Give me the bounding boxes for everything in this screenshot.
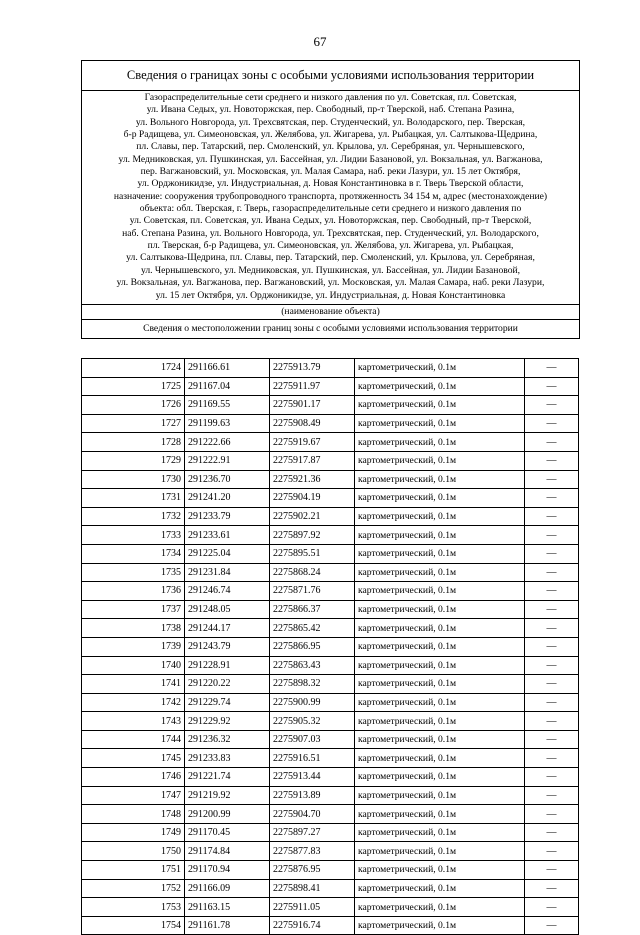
y-coordinate-cell: 2275913.79 bbox=[270, 359, 355, 378]
x-coordinate-cell: 291220.22 bbox=[185, 675, 270, 694]
point-number-cell: 1745 bbox=[82, 749, 185, 768]
point-number-cell: 1735 bbox=[82, 563, 185, 582]
point-number-cell: 1724 bbox=[82, 359, 185, 378]
dash-cell: — bbox=[525, 805, 579, 824]
dash-cell: — bbox=[525, 544, 579, 563]
table-row bbox=[82, 786, 579, 805]
method-accuracy-cell: картометрический, 0.1м bbox=[355, 712, 525, 731]
table-row bbox=[82, 526, 579, 545]
table-row bbox=[82, 507, 579, 526]
dash-cell: — bbox=[525, 786, 579, 805]
x-coordinate-cell: 291241.20 bbox=[185, 489, 270, 508]
table-row bbox=[82, 396, 579, 415]
point-number-cell: 1740 bbox=[82, 656, 185, 675]
point-number-cell: 1732 bbox=[82, 507, 185, 526]
dash-cell: — bbox=[525, 898, 579, 917]
y-coordinate-cell: 2275895.51 bbox=[270, 544, 355, 563]
method-accuracy-cell: картометрический, 0.1м bbox=[355, 805, 525, 824]
x-coordinate-cell: 291169.55 bbox=[185, 396, 270, 415]
zone-info-header bbox=[81, 60, 580, 339]
y-coordinate-cell: 2275900.99 bbox=[270, 693, 355, 712]
table-row bbox=[82, 359, 579, 378]
x-coordinate-cell: 291243.79 bbox=[185, 637, 270, 656]
table-row bbox=[82, 730, 579, 749]
table-row bbox=[82, 600, 579, 619]
y-coordinate-cell: 2275913.89 bbox=[270, 786, 355, 805]
x-coordinate-cell: 291229.92 bbox=[185, 712, 270, 731]
x-coordinate-cell: 291174.84 bbox=[185, 842, 270, 861]
point-number-cell: 1736 bbox=[82, 582, 185, 601]
point-number-cell: 1730 bbox=[82, 470, 185, 489]
method-accuracy-cell: картометрический, 0.1м bbox=[355, 451, 525, 470]
point-number-cell: 1728 bbox=[82, 433, 185, 452]
dash-cell: — bbox=[525, 768, 579, 787]
x-coordinate-cell: 291221.74 bbox=[185, 768, 270, 787]
description-line: объекта: обл. Тверская, г. Тверь, газораспределительные сети среднего и низкого давления по bbox=[139, 203, 522, 215]
y-coordinate-cell: 2275921.36 bbox=[270, 470, 355, 489]
table-row bbox=[82, 749, 579, 768]
object-description bbox=[82, 91, 579, 305]
dash-cell: — bbox=[525, 377, 579, 396]
table-row bbox=[82, 470, 579, 489]
dash-cell: — bbox=[525, 656, 579, 675]
coordinates-table-body bbox=[82, 359, 579, 935]
method-accuracy-cell: картометрический, 0.1м bbox=[355, 619, 525, 638]
dash-cell: — bbox=[525, 359, 579, 378]
dash-cell: — bbox=[525, 619, 579, 638]
description-line: ул. Советская, пл. Советская, ул. Ивана Седых, ул. Новоторжская, пер. Свободный, пр-т Тверской, bbox=[129, 215, 532, 227]
method-accuracy-cell: картометрический, 0.1м bbox=[355, 749, 525, 768]
x-coordinate-cell: 291219.92 bbox=[185, 786, 270, 805]
table-row bbox=[82, 619, 579, 638]
table-row bbox=[82, 656, 579, 675]
point-number-cell: 1744 bbox=[82, 730, 185, 749]
x-coordinate-cell: 291161.78 bbox=[185, 916, 270, 935]
dash-cell: — bbox=[525, 879, 579, 898]
table-row bbox=[82, 823, 579, 842]
point-number-cell: 1748 bbox=[82, 805, 185, 824]
method-accuracy-cell: картометрический, 0.1м bbox=[355, 359, 525, 378]
method-accuracy-cell: картометрический, 0.1м bbox=[355, 396, 525, 415]
table-row bbox=[82, 693, 579, 712]
table-row bbox=[82, 544, 579, 563]
table-row bbox=[82, 451, 579, 470]
method-accuracy-cell: картометрический, 0.1м bbox=[355, 730, 525, 749]
dash-cell: — bbox=[525, 712, 579, 731]
description-line: назначение: сооружения трубопроводного транспорта, протяженность 34 154 м, адрес (местонахождение) bbox=[113, 190, 548, 202]
y-coordinate-cell: 2275911.97 bbox=[270, 377, 355, 396]
description-line: наб. Степана Разина, ул. Вольного Новгорода, ул. Трехсвятская, пер. Студенческий, ул. Володарского, bbox=[122, 227, 539, 239]
table-row bbox=[82, 879, 579, 898]
y-coordinate-cell: 2275907.03 bbox=[270, 730, 355, 749]
x-coordinate-cell: 291233.79 bbox=[185, 507, 270, 526]
table-row bbox=[82, 563, 579, 582]
method-accuracy-cell: картометрический, 0.1м bbox=[355, 898, 525, 917]
description-line: б-р Радищева, ул. Симеоновская, ул. Желябова, ул. Жигарева, ул. Рыбацкая, ул. Салтыкова-Щедрина, bbox=[123, 129, 538, 141]
y-coordinate-cell: 2275897.92 bbox=[270, 526, 355, 545]
y-coordinate-cell: 2275904.70 bbox=[270, 805, 355, 824]
x-coordinate-cell: 291222.66 bbox=[185, 433, 270, 452]
dash-cell: — bbox=[525, 489, 579, 508]
y-coordinate-cell: 2275911.05 bbox=[270, 898, 355, 917]
point-number-cell: 1726 bbox=[82, 396, 185, 415]
point-number-cell: 1729 bbox=[82, 451, 185, 470]
x-coordinate-cell: 291225.04 bbox=[185, 544, 270, 563]
dash-cell: — bbox=[525, 433, 579, 452]
x-coordinate-cell: 291228.91 bbox=[185, 656, 270, 675]
page-number: 67 bbox=[313, 34, 327, 49]
x-coordinate-cell: 291233.61 bbox=[185, 526, 270, 545]
method-accuracy-cell: картометрический, 0.1м bbox=[355, 377, 525, 396]
y-coordinate-cell: 2275913.44 bbox=[270, 768, 355, 787]
point-number-cell: 1751 bbox=[82, 861, 185, 880]
x-coordinate-cell: 291229.74 bbox=[185, 693, 270, 712]
x-coordinate-cell: 291236.70 bbox=[185, 470, 270, 489]
table-row bbox=[82, 377, 579, 396]
description-line: пер. Вагжановский, ул. Московская, ул. Малая Самара, наб. реки Лазури, ул. 15 лет Октября, bbox=[140, 166, 521, 178]
table-row bbox=[82, 489, 579, 508]
x-coordinate-cell: 291248.05 bbox=[185, 600, 270, 619]
y-coordinate-cell: 2275877.83 bbox=[270, 842, 355, 861]
table-row bbox=[82, 675, 579, 694]
dash-cell: — bbox=[525, 842, 579, 861]
point-number-cell: 1737 bbox=[82, 600, 185, 619]
point-number-cell: 1739 bbox=[82, 637, 185, 656]
dash-cell: — bbox=[525, 451, 579, 470]
method-accuracy-cell: картометрический, 0.1м bbox=[355, 842, 525, 861]
dash-cell: — bbox=[525, 563, 579, 582]
point-number-cell: 1741 bbox=[82, 675, 185, 694]
x-coordinate-cell: 291163.15 bbox=[185, 898, 270, 917]
point-number-cell: 1742 bbox=[82, 693, 185, 712]
method-accuracy-cell: картометрический, 0.1м bbox=[355, 582, 525, 601]
y-coordinate-cell: 2275919.67 bbox=[270, 433, 355, 452]
point-number-cell: 1749 bbox=[82, 823, 185, 842]
table-row bbox=[82, 637, 579, 656]
description-line: ул. Чернышевского, ул. Медниковская, ул. Пушкинская, ул. Бассейная, ул. Лидии Базановой, bbox=[140, 264, 521, 276]
y-coordinate-cell: 2275866.37 bbox=[270, 600, 355, 619]
description-line: ул. 15 лет Октября, ул. Орджоникидзе, ул. Индустриальная, д. Новая Константиновка bbox=[155, 289, 506, 301]
dash-cell: — bbox=[525, 693, 579, 712]
x-coordinate-cell: 291222.91 bbox=[185, 451, 270, 470]
y-coordinate-cell: 2275868.24 bbox=[270, 563, 355, 582]
point-number-cell: 1746 bbox=[82, 768, 185, 787]
table-row bbox=[82, 898, 579, 917]
document-title: Сведения о границах зоны с особыми условиями использования территории bbox=[82, 61, 579, 91]
y-coordinate-cell: 2275866.95 bbox=[270, 637, 355, 656]
dash-cell: — bbox=[525, 823, 579, 842]
y-coordinate-cell: 2275876.95 bbox=[270, 861, 355, 880]
description-line: ул. Медниковская, ул. Пушкинская, ул. Бассейная, ул. Лидии Базановой, ул. Вокзальная, ул. Вагжанова, bbox=[118, 153, 543, 165]
x-coordinate-cell: 291199.63 bbox=[185, 414, 270, 433]
table-row bbox=[82, 842, 579, 861]
description-line: ул. Орджоникидзе, ул. Индустриальная, д. Новая Константиновка в г. Тверь Тверской области, bbox=[137, 178, 524, 190]
point-number-cell: 1725 bbox=[82, 377, 185, 396]
point-number-cell: 1750 bbox=[82, 842, 185, 861]
point-number-cell: 1753 bbox=[82, 898, 185, 917]
description-line: ул. Салтыкова-Щедрина, пл. Славы, пер. Татарский, пер. Смоленский, ул. Крылова, ул. Серебряная, bbox=[126, 252, 535, 264]
point-number-cell: 1731 bbox=[82, 489, 185, 508]
table-row bbox=[82, 712, 579, 731]
description-line: Газораспределительные сети среднего и низкого давления по ул. Советская, пл. Советская, bbox=[144, 92, 517, 103]
y-coordinate-cell: 2275897.27 bbox=[270, 823, 355, 842]
point-number-cell: 1754 bbox=[82, 916, 185, 935]
y-coordinate-cell: 2275901.17 bbox=[270, 396, 355, 415]
method-accuracy-cell: картометрический, 0.1м bbox=[355, 823, 525, 842]
method-accuracy-cell: картометрический, 0.1м bbox=[355, 879, 525, 898]
x-coordinate-cell: 291246.74 bbox=[185, 582, 270, 601]
x-coordinate-cell: 291166.61 bbox=[185, 359, 270, 378]
x-coordinate-cell: 291166.09 bbox=[185, 879, 270, 898]
dash-cell: — bbox=[525, 637, 579, 656]
method-accuracy-cell: картометрический, 0.1м bbox=[355, 507, 525, 526]
point-number-cell: 1733 bbox=[82, 526, 185, 545]
y-coordinate-cell: 2275898.41 bbox=[270, 879, 355, 898]
method-accuracy-cell: картометрический, 0.1м bbox=[355, 786, 525, 805]
method-accuracy-cell: картометрический, 0.1м bbox=[355, 563, 525, 582]
x-coordinate-cell: 291244.17 bbox=[185, 619, 270, 638]
table-row bbox=[82, 805, 579, 824]
point-number-cell: 1752 bbox=[82, 879, 185, 898]
description-line: ул. Ивана Седых, ул. Новоторжская, пер. Свободный, пр-т Тверской, наб. Степана Разина, bbox=[146, 104, 515, 116]
table-row bbox=[82, 433, 579, 452]
y-coordinate-cell: 2275904.19 bbox=[270, 489, 355, 508]
method-accuracy-cell: картометрический, 0.1м bbox=[355, 675, 525, 694]
dash-cell: — bbox=[525, 396, 579, 415]
method-accuracy-cell: картометрический, 0.1м bbox=[355, 637, 525, 656]
location-section-heading: Сведения о местоположении границ зоны с особыми условиями использования территории bbox=[143, 322, 518, 334]
x-coordinate-cell: 291167.04 bbox=[185, 377, 270, 396]
method-accuracy-cell: картометрический, 0.1м bbox=[355, 656, 525, 675]
dash-cell: — bbox=[525, 861, 579, 880]
dash-cell: — bbox=[525, 582, 579, 601]
table-row bbox=[82, 414, 579, 433]
dash-cell: — bbox=[525, 730, 579, 749]
x-coordinate-cell: 291236.32 bbox=[185, 730, 270, 749]
method-accuracy-cell: картометрический, 0.1м bbox=[355, 433, 525, 452]
method-accuracy-cell: картометрический, 0.1м bbox=[355, 768, 525, 787]
description-line: ул. Вокзальная, ул. Вагжанова, пер. Вагжановский, ул. Московская, ул. Малая Самара, наб. реки Лазури, bbox=[116, 277, 545, 289]
dash-cell: — bbox=[525, 675, 579, 694]
object-name-caption: (наименование объекта) bbox=[82, 305, 579, 320]
y-coordinate-cell: 2275908.49 bbox=[270, 414, 355, 433]
coordinates-table bbox=[81, 358, 579, 935]
x-coordinate-cell: 291170.45 bbox=[185, 823, 270, 842]
method-accuracy-cell: картометрический, 0.1м bbox=[355, 544, 525, 563]
point-number-cell: 1738 bbox=[82, 619, 185, 638]
dash-cell: — bbox=[525, 600, 579, 619]
dash-cell: — bbox=[525, 749, 579, 768]
table-row bbox=[82, 861, 579, 880]
description-line: пл. Славы, пер. Татарский, пер. Смоленский, ул. Крылова, ул. Серебряная, ул. Чернышевского, bbox=[136, 141, 525, 153]
dash-cell: — bbox=[525, 470, 579, 489]
y-coordinate-cell: 2275898.32 bbox=[270, 675, 355, 694]
dash-cell: — bbox=[525, 414, 579, 433]
dash-cell: — bbox=[525, 916, 579, 935]
method-accuracy-cell: картометрический, 0.1м bbox=[355, 489, 525, 508]
table-row bbox=[82, 582, 579, 601]
y-coordinate-cell: 2275902.21 bbox=[270, 507, 355, 526]
method-accuracy-cell: картометрический, 0.1м bbox=[355, 693, 525, 712]
y-coordinate-cell: 2275871.76 bbox=[270, 582, 355, 601]
x-coordinate-cell: 291170.94 bbox=[185, 861, 270, 880]
description-line: ул. Вольного Новгорода, ул. Трехсвятская, пер. Студенческий, ул. Володарского, пер. Тверская, bbox=[135, 116, 526, 128]
y-coordinate-cell: 2275863.43 bbox=[270, 656, 355, 675]
x-coordinate-cell: 291233.83 bbox=[185, 749, 270, 768]
point-number-cell: 1747 bbox=[82, 786, 185, 805]
table-row bbox=[82, 768, 579, 787]
y-coordinate-cell: 2275865.42 bbox=[270, 619, 355, 638]
method-accuracy-cell: картометрический, 0.1м bbox=[355, 916, 525, 935]
y-coordinate-cell: 2275905.32 bbox=[270, 712, 355, 731]
method-accuracy-cell: картометрический, 0.1м bbox=[355, 526, 525, 545]
point-number-cell: 1743 bbox=[82, 712, 185, 731]
x-coordinate-cell: 291200.99 bbox=[185, 805, 270, 824]
point-number-cell: 1734 bbox=[82, 544, 185, 563]
y-coordinate-cell: 2275916.51 bbox=[270, 749, 355, 768]
method-accuracy-cell: картометрический, 0.1м bbox=[355, 600, 525, 619]
method-accuracy-cell: картометрический, 0.1м bbox=[355, 861, 525, 880]
y-coordinate-cell: 2275917.87 bbox=[270, 451, 355, 470]
point-number-cell: 1727 bbox=[82, 414, 185, 433]
dash-cell: — bbox=[525, 526, 579, 545]
table-row bbox=[82, 916, 579, 935]
y-coordinate-cell: 2275916.74 bbox=[270, 916, 355, 935]
x-coordinate-cell: 291231.84 bbox=[185, 563, 270, 582]
dash-cell: — bbox=[525, 507, 579, 526]
method-accuracy-cell: картометрический, 0.1м bbox=[355, 470, 525, 489]
method-accuracy-cell: картометрический, 0.1м bbox=[355, 414, 525, 433]
description-line: пл. Тверская, б-р Радищева, ул. Симеоновская, ул. Желябова, ул. Жигарева, ул. Рыбацкая, bbox=[147, 240, 514, 252]
